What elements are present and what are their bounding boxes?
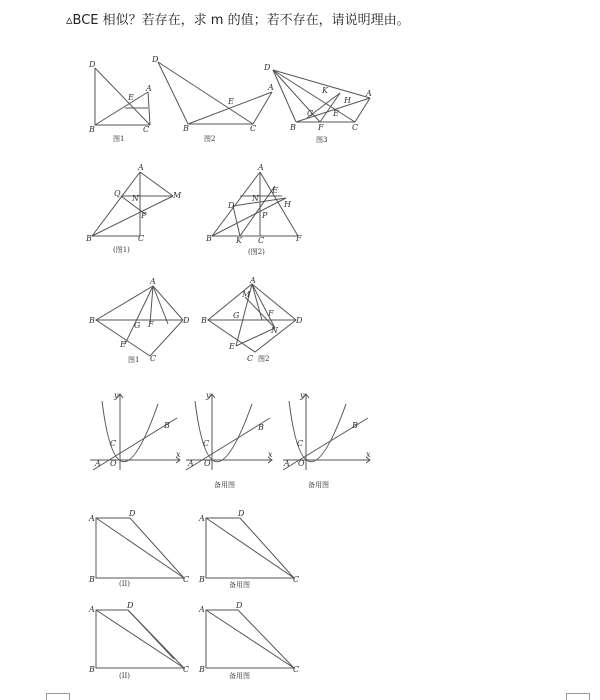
label-P: P xyxy=(262,211,268,220)
caption: 备用图 xyxy=(214,481,235,489)
label-D: D xyxy=(183,316,190,325)
label-F: F xyxy=(318,123,324,132)
label-B: B xyxy=(201,316,207,325)
label-N: N xyxy=(132,194,139,203)
label-C: C xyxy=(183,575,190,584)
label-A: A xyxy=(89,514,95,523)
row6-fig2 xyxy=(198,601,299,680)
question-text: ▵BCE 相似？若存在，求 m 的值；若不存在，请说明理由。 xyxy=(66,13,410,28)
label-C: C xyxy=(143,125,150,134)
label-H: H xyxy=(284,200,291,209)
page-corner-right xyxy=(566,693,590,700)
row1-fig2 xyxy=(151,55,274,143)
label-C: C xyxy=(183,665,190,674)
row2-fig1 xyxy=(85,163,182,254)
caption: 图1 xyxy=(128,356,140,364)
row2-fig2 xyxy=(205,163,302,256)
label-y: y xyxy=(300,391,305,400)
label-x: x xyxy=(176,450,181,459)
label-A: A xyxy=(284,459,290,468)
label-C: C xyxy=(293,575,300,584)
label-O: O xyxy=(298,459,305,468)
label-B: B xyxy=(199,665,205,674)
row1-fig3 xyxy=(263,63,372,144)
label-C: C xyxy=(247,354,254,363)
label-P: P xyxy=(141,211,147,220)
label-B: B xyxy=(89,575,95,584)
label-D: D xyxy=(152,55,159,64)
caption: 备用图 xyxy=(308,481,329,489)
label-B: B xyxy=(164,421,170,430)
label-M: M xyxy=(173,191,182,200)
label-C: C xyxy=(110,439,117,448)
page-corner-left xyxy=(46,693,70,700)
label-D: D xyxy=(236,601,243,610)
label-A: A xyxy=(188,459,194,468)
caption: (图1) xyxy=(113,246,130,254)
label-D: D xyxy=(89,60,96,69)
label-A: A xyxy=(150,277,156,286)
label-C: C xyxy=(150,354,157,363)
label-F: F xyxy=(296,234,302,243)
label-G: G xyxy=(233,311,240,320)
label-y: y xyxy=(206,391,211,400)
label-E: E xyxy=(228,97,234,106)
label-G: G xyxy=(134,321,141,330)
row5-fig2 xyxy=(198,509,299,589)
label-M: M xyxy=(242,290,251,299)
label-F: F xyxy=(148,320,154,329)
label-A: A xyxy=(199,605,205,614)
label-B: B xyxy=(89,125,95,134)
label-B: B xyxy=(258,423,264,432)
caption: (图2) xyxy=(248,248,265,256)
row4-graph2 xyxy=(186,391,273,489)
caption: 图3 xyxy=(316,136,328,144)
label-C: C xyxy=(352,123,359,132)
label-O: O xyxy=(204,459,211,468)
label-C: C xyxy=(258,236,265,245)
label-B: B xyxy=(89,665,95,674)
label-A: A xyxy=(138,163,144,172)
label-B: B xyxy=(199,575,205,584)
label-D: D xyxy=(228,201,235,210)
label-C: C xyxy=(297,439,304,448)
label-y: y xyxy=(114,391,119,400)
caption: (II) xyxy=(119,580,130,588)
label-B: B xyxy=(86,234,92,243)
label-E: E xyxy=(229,342,235,351)
label-B: B xyxy=(206,234,212,243)
label-A: A xyxy=(366,89,372,98)
label-N: N xyxy=(252,194,259,203)
label-N: N xyxy=(271,326,278,335)
label-D: D xyxy=(296,316,303,325)
caption: (II) xyxy=(119,672,130,680)
label-C: C xyxy=(293,665,300,674)
caption: 图1 xyxy=(113,135,125,143)
label-A: A xyxy=(268,83,274,92)
label-F: F xyxy=(268,309,274,318)
label-E: E xyxy=(120,340,126,349)
caption: 备用图 xyxy=(229,672,250,680)
label-A: A xyxy=(89,605,95,614)
label-A: A xyxy=(258,163,264,172)
row4-graph1 xyxy=(90,391,181,470)
label-x: x xyxy=(268,450,273,459)
label-B: B xyxy=(89,316,95,325)
label-E: E xyxy=(128,93,134,102)
label-B: B xyxy=(352,421,358,430)
label-G: G xyxy=(307,109,314,118)
caption: 图2 xyxy=(204,135,216,143)
label-K: K xyxy=(322,86,328,95)
label-D: D xyxy=(264,63,271,72)
label-x: x xyxy=(366,450,371,459)
caption: 图2 xyxy=(258,355,270,363)
caption: 备用图 xyxy=(229,581,250,589)
row3-fig1 xyxy=(88,277,190,364)
label-O: O xyxy=(110,459,117,468)
row5-fig1 xyxy=(88,509,189,588)
label-A: A xyxy=(199,514,205,523)
row4-graph3 xyxy=(283,391,371,489)
label-B: B xyxy=(183,124,189,133)
row1-fig1 xyxy=(88,60,152,143)
label-D: D xyxy=(129,509,136,518)
label-H: H xyxy=(344,96,351,105)
label-E: E xyxy=(333,109,339,118)
label-C: C xyxy=(203,439,210,448)
label-A: A xyxy=(250,276,256,285)
label-A: A xyxy=(95,459,101,468)
row6-fig1 xyxy=(88,601,189,680)
label-E: E xyxy=(272,186,278,195)
label-Q: Q xyxy=(114,189,121,198)
label-D: D xyxy=(238,509,245,518)
row3-fig2 xyxy=(200,276,303,363)
label-K: K xyxy=(236,236,242,245)
label-B: B xyxy=(290,123,296,132)
label-C: C xyxy=(138,234,145,243)
label-D: D xyxy=(127,601,134,610)
label-C: C xyxy=(250,124,257,133)
label-A: A xyxy=(146,84,152,93)
